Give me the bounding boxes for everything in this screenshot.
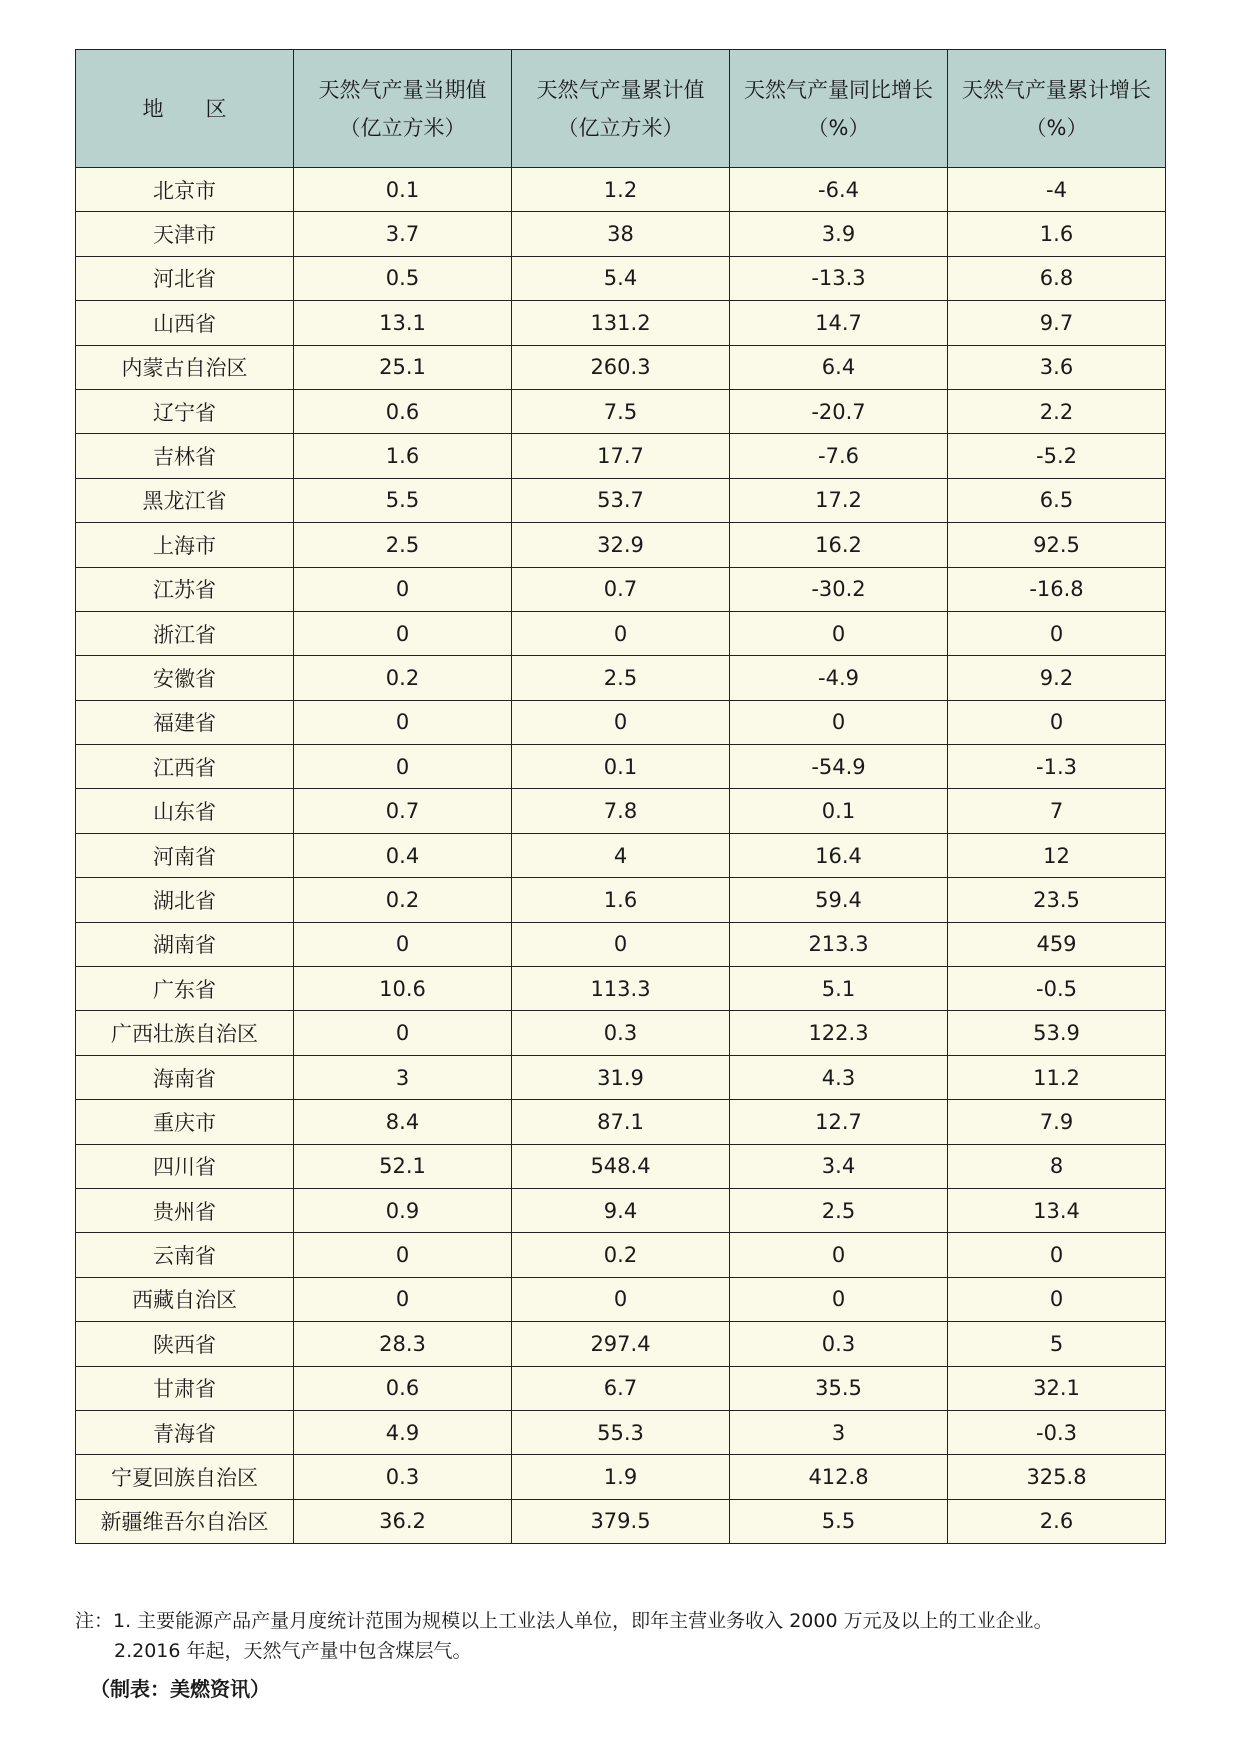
- cell-current-value: 0.5: [294, 256, 512, 300]
- cell-region: 广西壮族自治区: [76, 1011, 294, 1055]
- cell-yoy-growth: -7.6: [730, 434, 948, 478]
- table-row: [76, 789, 1166, 833]
- cell-yoy-growth: 0.3: [730, 1322, 948, 1366]
- table-body: [76, 168, 1166, 1544]
- table-row: [76, 301, 1166, 345]
- cell-cumulative-value: 55.3: [512, 1410, 730, 1454]
- cell-region: 河北省: [76, 256, 294, 300]
- cell-cumulative-growth: 92.5: [948, 523, 1166, 567]
- header-cumulative-growth: [948, 50, 1166, 168]
- cell-current-value: 0.9: [294, 1188, 512, 1232]
- cell-current-value: 0: [294, 611, 512, 655]
- cell-cumulative-value: 5.4: [512, 256, 730, 300]
- table-row: [76, 1410, 1166, 1454]
- cell-region: 重庆市: [76, 1100, 294, 1144]
- cell-current-value: 0.2: [294, 878, 512, 922]
- cell-cumulative-growth: 0: [948, 611, 1166, 655]
- cell-cumulative-value: 17.7: [512, 434, 730, 478]
- table-row: [76, 1455, 1166, 1499]
- cell-cumulative-value: 0: [512, 922, 730, 966]
- table-header: [76, 50, 1166, 168]
- cell-cumulative-value: 1.2: [512, 168, 730, 212]
- cell-current-value: 0: [294, 922, 512, 966]
- cell-cumulative-value: 32.9: [512, 523, 730, 567]
- cell-cumulative-growth: 2.6: [948, 1499, 1166, 1543]
- cell-yoy-growth: 0: [730, 1277, 948, 1321]
- cell-cumulative-growth: -16.8: [948, 567, 1166, 611]
- cell-cumulative-growth: 325.8: [948, 1455, 1166, 1499]
- cell-region: 山东省: [76, 789, 294, 833]
- gas-production-table: [75, 49, 1166, 1544]
- cell-cumulative-value: 0.1: [512, 745, 730, 789]
- cell-region: 安徽省: [76, 656, 294, 700]
- cell-region: 福建省: [76, 700, 294, 744]
- table-row: [76, 1322, 1166, 1366]
- cell-cumulative-value: 0.3: [512, 1011, 730, 1055]
- table-row: [76, 1366, 1166, 1410]
- cell-yoy-growth: 4.3: [730, 1055, 948, 1099]
- cell-current-value: 28.3: [294, 1322, 512, 1366]
- cell-cumulative-growth: 12: [948, 833, 1166, 877]
- table-row: [76, 967, 1166, 1011]
- cell-region: 内蒙古自治区: [76, 345, 294, 389]
- cell-cumulative-growth: 8: [948, 1144, 1166, 1188]
- header-current-value: [294, 50, 512, 168]
- cell-region: 新疆维吾尔自治区: [76, 1499, 294, 1543]
- cell-cumulative-growth: -1.3: [948, 745, 1166, 789]
- cell-region: 吉林省: [76, 434, 294, 478]
- cell-region: 上海市: [76, 523, 294, 567]
- header-cumulative-value-title: 天然气产量累计值: [536, 77, 705, 102]
- cell-cumulative-value: 131.2: [512, 301, 730, 345]
- cell-yoy-growth: 6.4: [730, 345, 948, 389]
- table-row: [76, 523, 1166, 567]
- cell-region: 辽宁省: [76, 389, 294, 433]
- table-row: [76, 212, 1166, 256]
- cell-yoy-growth: 3.9: [730, 212, 948, 256]
- cell-region: 广东省: [76, 967, 294, 1011]
- table-row: [76, 1233, 1166, 1277]
- cell-current-value: 0: [294, 567, 512, 611]
- cell-cumulative-growth: 0: [948, 700, 1166, 744]
- cell-yoy-growth: 412.8: [730, 1455, 948, 1499]
- cell-cumulative-growth: 0: [948, 1277, 1166, 1321]
- cell-cumulative-growth: 6.8: [948, 256, 1166, 300]
- cell-yoy-growth: 0: [730, 611, 948, 655]
- cell-yoy-growth: 5.1: [730, 967, 948, 1011]
- cell-cumulative-value: 1.6: [512, 878, 730, 922]
- header-current-value-title: 天然气产量当期值: [318, 77, 487, 102]
- cell-yoy-growth: 16.4: [730, 833, 948, 877]
- cell-cumulative-value: 7.8: [512, 789, 730, 833]
- table-row: [76, 700, 1166, 744]
- cell-cumulative-growth: 11.2: [948, 1055, 1166, 1099]
- cell-yoy-growth: 3.4: [730, 1144, 948, 1188]
- cell-region: 浙江省: [76, 611, 294, 655]
- table-row: [76, 833, 1166, 877]
- cell-current-value: 0.1: [294, 168, 512, 212]
- header-cumulative-growth-title: 天然气产量累计增长: [962, 77, 1151, 102]
- cell-yoy-growth: -4.9: [730, 656, 948, 700]
- cell-cumulative-growth: 9.2: [948, 656, 1166, 700]
- cell-current-value: 1.6: [294, 434, 512, 478]
- cell-region: 江苏省: [76, 567, 294, 611]
- cell-current-value: 5.5: [294, 478, 512, 522]
- table-row: [76, 478, 1166, 522]
- cell-yoy-growth: 35.5: [730, 1366, 948, 1410]
- cell-cumulative-value: 4: [512, 833, 730, 877]
- cell-yoy-growth: -54.9: [730, 745, 948, 789]
- cell-cumulative-value: 31.9: [512, 1055, 730, 1099]
- cell-region: 四川省: [76, 1144, 294, 1188]
- cell-current-value: 52.1: [294, 1144, 512, 1188]
- cell-current-value: 0.7: [294, 789, 512, 833]
- header-yoy-growth-title: 天然气产量同比增长: [744, 77, 933, 102]
- cell-cumulative-growth: -5.2: [948, 434, 1166, 478]
- cell-current-value: 4.9: [294, 1410, 512, 1454]
- cell-region: 宁夏回族自治区: [76, 1455, 294, 1499]
- cell-region: 青海省: [76, 1410, 294, 1454]
- cell-cumulative-growth: 32.1: [948, 1366, 1166, 1410]
- header-current-value-unit: （亿立方米）: [339, 115, 466, 140]
- cell-cumulative-value: 9.4: [512, 1188, 730, 1232]
- cell-cumulative-value: 87.1: [512, 1100, 730, 1144]
- cell-region: 云南省: [76, 1233, 294, 1277]
- cell-cumulative-growth: 2.2: [948, 389, 1166, 433]
- table-row: [76, 389, 1166, 433]
- table-row: [76, 656, 1166, 700]
- cell-cumulative-value: 548.4: [512, 1144, 730, 1188]
- cell-cumulative-growth: 0: [948, 1233, 1166, 1277]
- cell-region: 山西省: [76, 301, 294, 345]
- table-credit: （制表：美燃资讯）: [90, 1677, 270, 1701]
- cell-cumulative-growth: 53.9: [948, 1011, 1166, 1055]
- cell-current-value: 36.2: [294, 1499, 512, 1543]
- cell-yoy-growth: -13.3: [730, 256, 948, 300]
- cell-cumulative-value: 7.5: [512, 389, 730, 433]
- table-row: [76, 922, 1166, 966]
- cell-cumulative-growth: -0.3: [948, 1410, 1166, 1454]
- cell-current-value: 0: [294, 1011, 512, 1055]
- table-row: [76, 1144, 1166, 1188]
- cell-cumulative-growth: 6.5: [948, 478, 1166, 522]
- cell-yoy-growth: 213.3: [730, 922, 948, 966]
- cell-cumulative-growth: 1.6: [948, 212, 1166, 256]
- cell-current-value: 0: [294, 1233, 512, 1277]
- header-yoy-growth-unit: （%）: [807, 115, 870, 140]
- table-row: [76, 745, 1166, 789]
- cell-region: 海南省: [76, 1055, 294, 1099]
- cell-cumulative-growth: 7: [948, 789, 1166, 833]
- cell-cumulative-growth: 459: [948, 922, 1166, 966]
- header-yoy-growth: [730, 50, 948, 168]
- cell-yoy-growth: 16.2: [730, 523, 948, 567]
- cell-cumulative-value: 0: [512, 700, 730, 744]
- cell-cumulative-value: 379.5: [512, 1499, 730, 1543]
- cell-current-value: 0.6: [294, 1366, 512, 1410]
- cell-yoy-growth: 0.1: [730, 789, 948, 833]
- table-row: [76, 1055, 1166, 1099]
- cell-yoy-growth: 59.4: [730, 878, 948, 922]
- cell-yoy-growth: 0: [730, 1233, 948, 1277]
- cell-region: 贵州省: [76, 1188, 294, 1232]
- cell-current-value: 0: [294, 745, 512, 789]
- table-row: [76, 1277, 1166, 1321]
- cell-current-value: 13.1: [294, 301, 512, 345]
- table-row: [76, 434, 1166, 478]
- header-region-char1: 地: [142, 96, 164, 121]
- cell-current-value: 25.1: [294, 345, 512, 389]
- cell-yoy-growth: -30.2: [730, 567, 948, 611]
- cell-current-value: 0: [294, 700, 512, 744]
- cell-region: 西藏自治区: [76, 1277, 294, 1321]
- cell-cumulative-value: 0.7: [512, 567, 730, 611]
- cell-cumulative-growth: 5: [948, 1322, 1166, 1366]
- cell-yoy-growth: -20.7: [730, 389, 948, 433]
- cell-current-value: 10.6: [294, 967, 512, 1011]
- footnote-1: 注：1. 主要能源产品产量月度统计范围为规模以上工业法人单位，即年主营业务收入 2000 万元及以上的工业企业。: [75, 1610, 1053, 1632]
- table-row: [76, 256, 1166, 300]
- table-row: [76, 345, 1166, 389]
- header-row: [76, 50, 1166, 168]
- cell-cumulative-value: 0: [512, 1277, 730, 1321]
- cell-cumulative-growth: 13.4: [948, 1188, 1166, 1232]
- header-cumulative-growth-unit: （%）: [1025, 115, 1088, 140]
- cell-cumulative-value: 0: [512, 611, 730, 655]
- cell-region: 黑龙江省: [76, 478, 294, 522]
- cell-current-value: 0.6: [294, 389, 512, 433]
- cell-cumulative-value: 38: [512, 212, 730, 256]
- table-row: [76, 567, 1166, 611]
- cell-yoy-growth: 17.2: [730, 478, 948, 522]
- cell-region: 湖北省: [76, 878, 294, 922]
- cell-cumulative-value: 53.7: [512, 478, 730, 522]
- cell-region: 江西省: [76, 745, 294, 789]
- cell-current-value: 8.4: [294, 1100, 512, 1144]
- cell-cumulative-value: 2.5: [512, 656, 730, 700]
- table-row: [76, 1499, 1166, 1543]
- cell-cumulative-growth: 7.9: [948, 1100, 1166, 1144]
- cell-cumulative-value: 297.4: [512, 1322, 730, 1366]
- table-row: [76, 1100, 1166, 1144]
- header-cumulative-value-unit: （亿立方米）: [557, 115, 684, 140]
- cell-current-value: 0.3: [294, 1455, 512, 1499]
- footnote-2: 2.2016 年起，天然气产量中包含煤层气。: [114, 1640, 472, 1662]
- cell-yoy-growth: 12.7: [730, 1100, 948, 1144]
- table-row: [76, 1011, 1166, 1055]
- cell-region: 陕西省: [76, 1322, 294, 1366]
- cell-current-value: 0.4: [294, 833, 512, 877]
- footnotes: [75, 1606, 1165, 1666]
- cell-cumulative-value: 6.7: [512, 1366, 730, 1410]
- cell-cumulative-growth: 9.7: [948, 301, 1166, 345]
- cell-yoy-growth: -6.4: [730, 168, 948, 212]
- header-region-char2: 区: [205, 96, 227, 121]
- cell-cumulative-growth: -0.5: [948, 967, 1166, 1011]
- cell-cumulative-value: 0.2: [512, 1233, 730, 1277]
- cell-current-value: 3.7: [294, 212, 512, 256]
- header-cumulative-value: [512, 50, 730, 168]
- cell-yoy-growth: 5.5: [730, 1499, 948, 1543]
- cell-region: 湖南省: [76, 922, 294, 966]
- cell-current-value: 0.2: [294, 656, 512, 700]
- cell-yoy-growth: 2.5: [730, 1188, 948, 1232]
- table-row: [76, 611, 1166, 655]
- cell-cumulative-growth: 23.5: [948, 878, 1166, 922]
- cell-region: 河南省: [76, 833, 294, 877]
- table-row: [76, 878, 1166, 922]
- cell-cumulative-value: 260.3: [512, 345, 730, 389]
- cell-yoy-growth: 122.3: [730, 1011, 948, 1055]
- cell-region: 北京市: [76, 168, 294, 212]
- table-row: [76, 1188, 1166, 1232]
- table-row: [76, 168, 1166, 212]
- cell-current-value: 0: [294, 1277, 512, 1321]
- cell-current-value: 3: [294, 1055, 512, 1099]
- cell-region: 甘肃省: [76, 1366, 294, 1410]
- cell-yoy-growth: 3: [730, 1410, 948, 1454]
- cell-cumulative-value: 1.9: [512, 1455, 730, 1499]
- cell-region: 天津市: [76, 212, 294, 256]
- cell-cumulative-growth: -4: [948, 168, 1166, 212]
- cell-cumulative-value: 113.3: [512, 967, 730, 1011]
- cell-cumulative-growth: 3.6: [948, 345, 1166, 389]
- header-region: [76, 50, 294, 168]
- cell-current-value: 2.5: [294, 523, 512, 567]
- cell-yoy-growth: 14.7: [730, 301, 948, 345]
- cell-yoy-growth: 0: [730, 700, 948, 744]
